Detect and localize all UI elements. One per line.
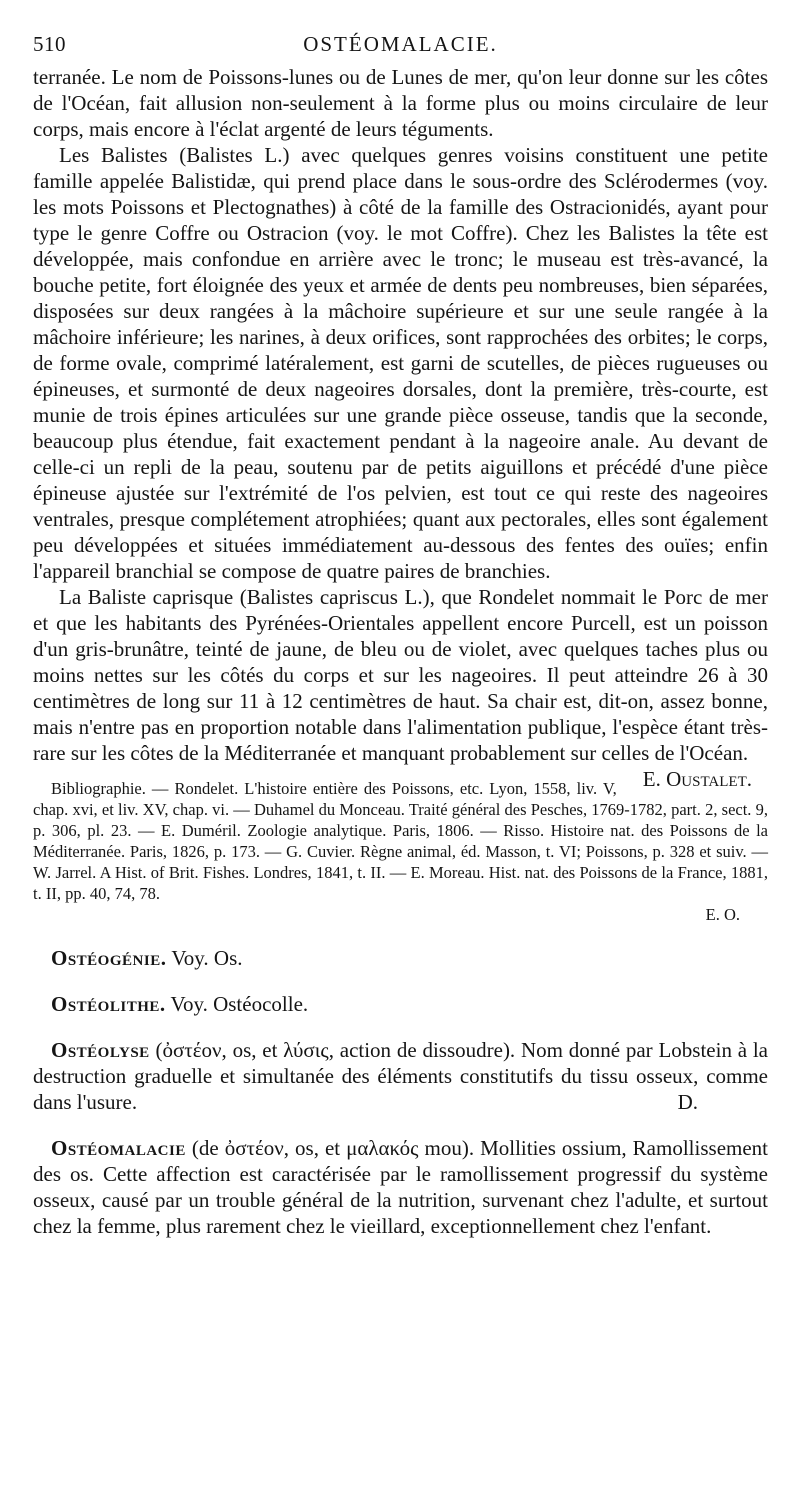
paragraph-2: Les Balistes (Balistes L.) avec quelques genres voisins constituent une petite famille appelée Balistidæ, qui prend place dans le sous-ordre des Sclérodermes (voy. les mots Poissons et Plectognathes) à côté de la famille des Ostracionidés, ayant pour type le genre Coffre ou Ostracion (voy. le mot Coffre). Chez les Balistes la tête est développée, mais confondue en arrière avec le tronc; le museau est très-avancé, la bouche petite, fort éloignée des yeux et armée de dents peu nombreuses, bien séparées, disposées sur deux rangées à la mâchoire supérieure et sur une seule rangée à la mâchoire inférieure; les narines, à deux orifices, sont rapprochées des orbites; le corps, de forme ovale, comprimé latéralement, est garni de scutelles, de pièces rugueuses ou épineuses, et surmonté de deux nageoires dorsales, dont la première, très-courte, est munie de trois épines articulées sur une grande pièce osseuse, tandis que la seconde, beaucoup plus étendue, fait exactement pendant à la nageoire anale. Au devant de celle-ci un repli de la peau, soutenu par de petits aiguillons et précédé d'une pièce épineuse ajustée sur l'extrémité de l'os pelvien, est tout ce qui reste des nageoires ventrales, presque complétement atrophiées; quant aux pectorales, elles sont également peu développées et situées immédiatement au-dessous des fentes des ouïes; enfin l'appareil branchial se compose de quatre paires de branchies. (33, 143, 768, 583)
entry-osteogenie (33, 945, 768, 971)
entry-headword: Ostéogénie. (51, 946, 167, 970)
page-number: 510 (33, 32, 66, 56)
entry-signature: D. (677, 1090, 698, 1114)
entry-headword: Ostéolithe. (51, 992, 166, 1016)
article-body (33, 64, 768, 791)
paragraph-1: terranée. Le nom de Poissons-lunes ou de Lunes de mer, qu'on leur donne sur les côtes de l'Océan, fait allusion non-seulement à la forme plus ou moins circulaire de leur corps, mais encore à l'éclat argenté de leurs téguments. (33, 65, 768, 141)
entry-text: Voy. Os. (171, 946, 243, 970)
author-signature: E. Oustalet. (642, 767, 752, 791)
bibliography-signature: E. O. (705, 905, 740, 924)
entry-text: Voy. Ostéocolle. (170, 992, 309, 1016)
bibliography: Bibliographie. — Rondelet. L'histoire entière des Poissons, etc. Lyon, 1558, liv. V, chap. xvi, et liv. XV, chap. vi. — Duhamel du Monceau. Traité général des Pesches, 1769-1782, part. 2, sect. 9, p. 306, pl. 23. — E. Duméril. Zoologie analytique. Paris, 1806. — Risso. Histoire nat. des Poissons de la Méditerranée. Paris, 1826, p. 173. — G. Cuvier. Règne animal, éd. Masson, t. VI; Poissons, p. 328 et suiv. — W. Jarrel. A Hist. of Brit. Fishes. Londres, 1841, t. II. — E. Moreau. Hist. nat. des Poissons de la France, 1881, t. II, pp. 40, 74, 78. (33, 779, 768, 903)
paragraph-3-text: La Baliste caprisque (Balistes capriscus L.), que Rondelet nommait le Porc de mer et que les habitants des Pyrénées-Orientales appellent encore Purcell, est un poisson d'un gris-brunâtre, teinté de jaune, de bleu ou de violet, avec quelques taches plus ou moins nettes sur les côtés du corps et sur les nageoires. Il peut atteindre 26 à 30 centimètres de long sur 11 à 12 centimètres de haut. Sa chair est, dit-on, assez bonne, mais n'entre pas en proportion notable dans l'alimentation publique, l'espèce étant très-rare sur les côtes de la Méditerranée et manquant probablement sur celles de l'Océan. (33, 585, 768, 765)
entry-headword: Ostéolyse (51, 1038, 150, 1062)
entry-text: (de ὀστέον, os, et μαλακός mou). Mollities ossium, Ramollissement des os. Cette affection est caractérisée par le ramollissement progressif du système osseux, causé par un trouble général de la nutrition, survenant chez l'adulte, et surtout chez la femme, plus rarement chez le vieillard, exceptionnellement chez l'enfant. (33, 1136, 768, 1238)
entry-text: (ὀστέον, os, et λύσις, action de dissoudre). Nom donné par Lobstein à la destruction graduelle et simultanée des éléments constitutifs du tissu osseux, comme dans l'usure. (33, 1038, 768, 1114)
page (33, 24, 768, 1239)
entry-osteolyse (33, 1037, 768, 1115)
paragraph-3 (33, 584, 768, 791)
entry-osteomalacie (33, 1135, 768, 1239)
running-title: OSTÉOMALACIE. (303, 32, 498, 56)
entry-osteolithe (33, 991, 768, 1017)
entry-headword: Ostéomalacie (51, 1136, 186, 1160)
page-header (33, 24, 768, 64)
